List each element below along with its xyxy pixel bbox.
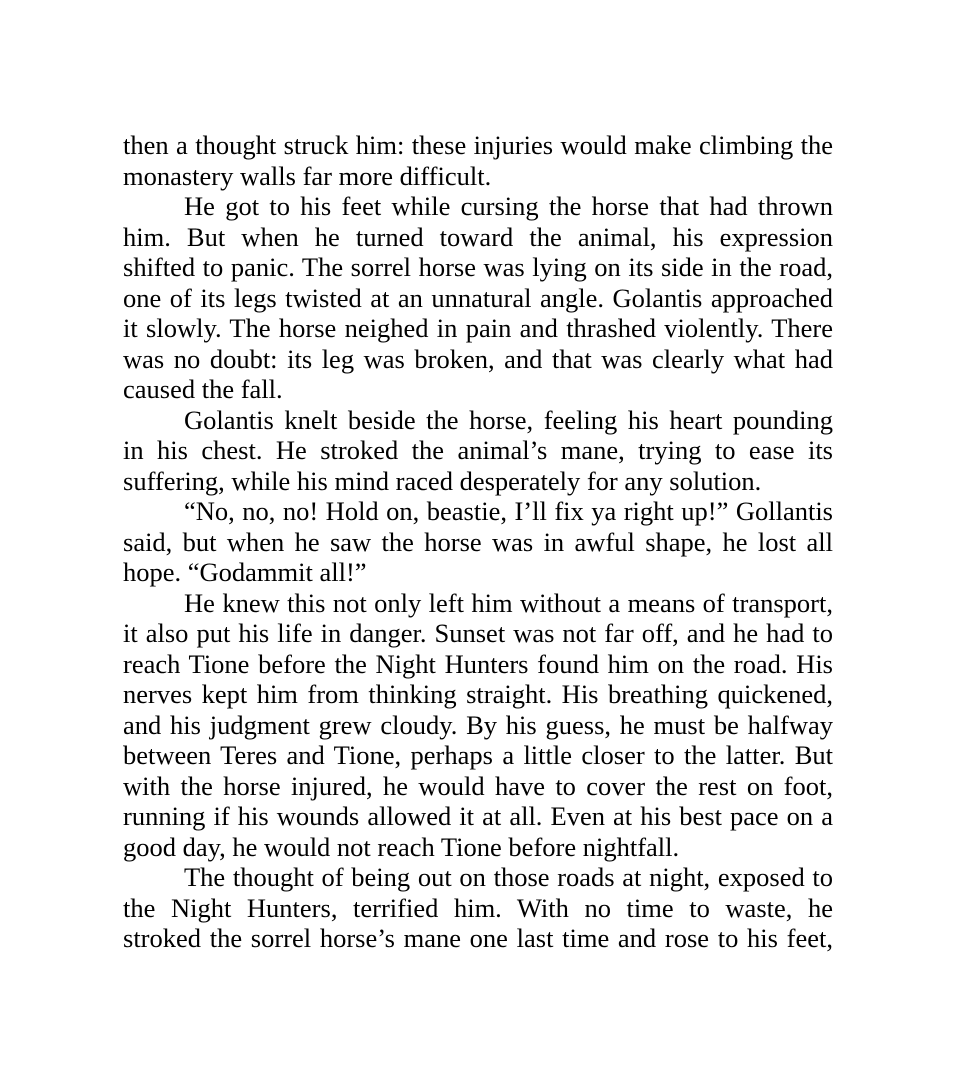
paragraph [123,862,833,954]
text-line: “No, no, no! Hold on, beastie, I’ll fix ya right up!” Gollantis [184,496,833,526]
text-line: it slowly. The horse neighed in pain and thrashed violently. There [123,313,833,343]
text-line: good day, he would not reach Tione before nightfall. [123,831,680,862]
text-line: The thought of being out on those roads at night, exposed to [184,862,833,892]
text-line: suffering, while his mind raced desperately for any solution. [123,465,762,496]
text-line: He got to his feet while cursing the horse that had thrown [184,191,833,221]
text-line: between Teres and Tione, perhaps a little closer to the latter. But [123,740,833,770]
text-line: and his judgment grew cloudy. By his guess, he must be halfway [123,709,833,740]
text-line: Golantis knelt beside the horse, feeling his heart pounding [184,404,833,435]
text-line: He knew this not only left him without a means of transport, [184,587,833,618]
text-line: nerves kept him from thinking straight. His breathing quickened, [123,679,833,709]
text-line: caused the fall. [123,374,283,404]
book-page-text-block [123,130,833,954]
text-line: was no doubt: its leg was broken, and that was clearly what had [123,343,833,374]
text-line: reach Tione before the Night Hunters found him on the road. His [123,648,833,679]
text-line: running if his wounds allowed it at all. Even at his best pace on a [123,801,833,831]
text-line: the Night Hunters, terrified him. With no time to waste, he [123,892,833,923]
text-line: in his chest. He stroked the animal’s mane, trying to ease its [123,435,833,465]
text-line: one of its legs twisted at an unnatural angle. Golantis approached [123,282,833,313]
text-line: with the horse injured, he would have to cover the rest on foot, [123,770,833,801]
paragraph [123,588,833,863]
text-line: monastery walls far more difficult. [123,160,492,191]
paragraph [123,496,833,588]
paragraph [123,405,833,497]
text-line: it also put his life in danger. Sunset was not far off, and he had to [123,618,833,648]
text-line: stroked the sorrel horse’s mane one last time and rose to his feet, [123,923,833,953]
text-line: hope. “Godammit all!” [123,557,367,587]
text-line: said, but when he saw the horse was in awful shape, he lost all [123,526,833,557]
text-line: then a thought struck him: these injuries would make climbing the [123,130,833,160]
text-line: shifted to panic. The sorrel horse was lying on its side in the road, [123,252,833,282]
paragraph [123,130,833,191]
text-line: him. But when he turned toward the animal, his expression [123,221,833,252]
paragraph [123,191,833,405]
